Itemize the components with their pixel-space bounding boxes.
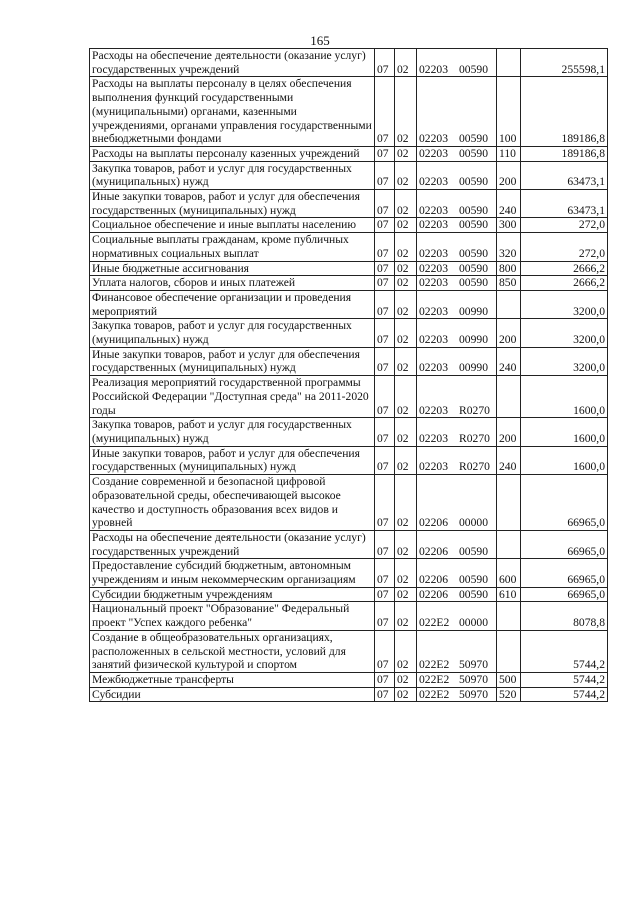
row-expense-type <box>497 602 521 630</box>
row-target-article <box>417 630 497 672</box>
row-amount: 272,0 <box>521 218 608 233</box>
row-section-code: 07 <box>375 276 395 291</box>
row-amount: 272,0 <box>521 233 608 261</box>
table-row <box>90 290 608 318</box>
row-amount: 66965,0 <box>521 475 608 531</box>
row-expense-type <box>497 475 521 531</box>
row-expense-type: 240 <box>497 446 521 474</box>
row-subsection-code: 02 <box>395 218 417 233</box>
row-name: Расходы на выплаты персоналу казенных учреждений <box>90 146 375 161</box>
row-target-article <box>417 587 497 602</box>
row-name: Иные закупки товаров, работ и услуг для обеспечения государственных (муниципальных) нужд <box>90 347 375 375</box>
row-name: Субсидии бюджетным учреждениям <box>90 587 375 602</box>
row-name: Закупка товаров, работ и услуг для государственных (муниципальных) нужд <box>90 319 375 347</box>
row-target-article <box>417 190 497 218</box>
row-name: Создание в общеобразовательных организациях, расположенных в сельской местности, условий для занятий физической культурой и спортом <box>90 630 375 672</box>
target-article-direction: 00590 <box>459 544 488 558</box>
row-expense-type <box>497 376 521 418</box>
row-expense-type: 800 <box>497 261 521 276</box>
target-article-program: 02203 <box>419 304 448 318</box>
budget-table-body <box>90 49 608 702</box>
row-expense-type: 240 <box>497 190 521 218</box>
row-name: Иные бюджетные ассигнования <box>90 261 375 276</box>
row-section-code: 07 <box>375 347 395 375</box>
target-article-program: 02206 <box>419 544 448 558</box>
row-amount: 5744,2 <box>521 630 608 672</box>
row-target-article <box>417 276 497 291</box>
target-article-direction: 00000 <box>459 616 488 630</box>
row-name: Социальные выплаты гражданам, кроме публичных нормативных социальных выплат <box>90 233 375 261</box>
row-section-code: 07 <box>375 475 395 531</box>
row-target-article <box>417 602 497 630</box>
row-subsection-code: 02 <box>395 49 417 77</box>
row-expense-type: 520 <box>497 687 521 702</box>
target-article-program: 02203 <box>419 218 448 232</box>
row-subsection-code: 02 <box>395 290 417 318</box>
row-subsection-code: 02 <box>395 630 417 672</box>
row-expense-type: 100 <box>497 77 521 147</box>
row-target-article <box>417 672 497 687</box>
row-amount: 63473,1 <box>521 161 608 189</box>
row-section-code: 07 <box>375 190 395 218</box>
row-target-article <box>417 376 497 418</box>
row-section-code: 07 <box>375 77 395 147</box>
target-article-direction: R0270 <box>459 403 490 417</box>
row-section-code: 07 <box>375 602 395 630</box>
target-article-program: 02203 <box>419 146 448 160</box>
row-expense-type <box>497 290 521 318</box>
row-amount: 3200,0 <box>521 319 608 347</box>
target-article-program: 02206 <box>419 573 448 587</box>
row-subsection-code: 02 <box>395 418 417 446</box>
row-amount: 2666,2 <box>521 261 608 276</box>
row-name: Закупка товаров, работ и услуг для государственных (муниципальных) нужд <box>90 161 375 189</box>
row-expense-type <box>497 630 521 672</box>
row-name: Иные закупки товаров, работ и услуг для обеспечения государственных (муниципальных) нужд <box>90 190 375 218</box>
row-subsection-code: 02 <box>395 77 417 147</box>
target-article-direction: 00590 <box>459 246 488 260</box>
row-amount: 66965,0 <box>521 587 608 602</box>
budget-table <box>89 48 608 702</box>
target-article-direction: 00590 <box>459 276 488 290</box>
table-row <box>90 77 608 147</box>
table-row <box>90 276 608 291</box>
row-amount: 8078,8 <box>521 602 608 630</box>
row-amount: 63473,1 <box>521 190 608 218</box>
target-article-direction: 00590 <box>459 62 488 76</box>
row-name: Предоставление субсидий бюджетным, автономным учреждениям и иным некоммерческим организациям <box>90 559 375 587</box>
row-section-code: 07 <box>375 161 395 189</box>
table-row <box>90 587 608 602</box>
target-article-direction: R0270 <box>459 460 490 474</box>
table-row <box>90 376 608 418</box>
row-target-article <box>417 687 497 702</box>
row-section-code: 07 <box>375 446 395 474</box>
table-row <box>90 347 608 375</box>
target-article-program: 022Е2 <box>419 672 450 686</box>
row-subsection-code: 02 <box>395 146 417 161</box>
row-subsection-code: 02 <box>395 530 417 558</box>
target-article-program: 02203 <box>419 276 448 290</box>
row-target-article <box>417 146 497 161</box>
row-subsection-code: 02 <box>395 276 417 291</box>
row-amount: 189186,8 <box>521 77 608 147</box>
row-expense-type: 610 <box>497 587 521 602</box>
row-amount: 5744,2 <box>521 672 608 687</box>
row-subsection-code: 02 <box>395 233 417 261</box>
row-subsection-code: 02 <box>395 475 417 531</box>
row-target-article <box>417 530 497 558</box>
table-row <box>90 530 608 558</box>
row-expense-type <box>497 49 521 77</box>
row-section-code: 07 <box>375 290 395 318</box>
table-row <box>90 261 608 276</box>
row-section-code: 07 <box>375 687 395 702</box>
target-article-direction: 00590 <box>459 175 488 189</box>
target-article-direction: 00590 <box>459 203 488 217</box>
row-target-article <box>417 218 497 233</box>
row-target-article <box>417 290 497 318</box>
table-row <box>90 418 608 446</box>
row-target-article <box>417 233 497 261</box>
target-article-direction: 00590 <box>459 261 488 275</box>
row-expense-type: 500 <box>497 672 521 687</box>
row-expense-type: 200 <box>497 319 521 347</box>
target-article-direction: 00590 <box>459 218 488 232</box>
row-subsection-code: 02 <box>395 559 417 587</box>
table-row <box>90 233 608 261</box>
table-row <box>90 161 608 189</box>
row-subsection-code: 02 <box>395 347 417 375</box>
target-article-direction: R0270 <box>459 431 490 445</box>
row-name: Расходы на выплаты персоналу в целях обеспечения выполнения функций государственными (муниципальными) органами, казенными учреждениями, органами управления государственными внебюджетными фондами <box>90 77 375 147</box>
row-amount: 3200,0 <box>521 347 608 375</box>
row-section-code: 07 <box>375 672 395 687</box>
row-expense-type: 600 <box>497 559 521 587</box>
row-target-article <box>417 475 497 531</box>
target-article-program: 022Е2 <box>419 616 450 630</box>
row-target-article <box>417 77 497 147</box>
row-amount: 66965,0 <box>521 530 608 558</box>
row-section-code: 07 <box>375 587 395 602</box>
target-article-direction: 00590 <box>459 573 488 587</box>
row-name: Закупка товаров, работ и услуг для государственных (муниципальных) нужд <box>90 418 375 446</box>
row-amount: 5744,2 <box>521 687 608 702</box>
table-row <box>90 319 608 347</box>
row-subsection-code: 02 <box>395 190 417 218</box>
row-name: Социальное обеспечение и иные выплаты населению <box>90 218 375 233</box>
row-target-article <box>417 319 497 347</box>
row-name: Межбюджетные трансферты <box>90 672 375 687</box>
target-article-direction: 00590 <box>459 146 488 160</box>
table-row <box>90 446 608 474</box>
row-section-code: 07 <box>375 49 395 77</box>
row-amount: 66965,0 <box>521 559 608 587</box>
table-row <box>90 687 608 702</box>
row-expense-type: 200 <box>497 418 521 446</box>
target-article-program: 02203 <box>419 175 448 189</box>
row-subsection-code: 02 <box>395 602 417 630</box>
table-row <box>90 475 608 531</box>
target-article-direction: 00990 <box>459 304 488 318</box>
target-article-program: 02203 <box>419 403 448 417</box>
target-article-program: 02203 <box>419 361 448 375</box>
row-expense-type: 320 <box>497 233 521 261</box>
row-section-code: 07 <box>375 146 395 161</box>
target-article-direction: 00990 <box>459 361 488 375</box>
table-row <box>90 190 608 218</box>
table-row <box>90 49 608 77</box>
row-target-article <box>417 161 497 189</box>
target-article-program: 02203 <box>419 62 448 76</box>
row-name: Уплата налогов, сборов и иных платежей <box>90 276 375 291</box>
row-section-code: 07 <box>375 559 395 587</box>
target-article-direction: 00000 <box>459 516 488 530</box>
target-article-program: 02203 <box>419 261 448 275</box>
row-subsection-code: 02 <box>395 376 417 418</box>
row-expense-type: 300 <box>497 218 521 233</box>
target-article-program: 022Е2 <box>419 658 450 672</box>
table-row <box>90 630 608 672</box>
table-row <box>90 602 608 630</box>
row-expense-type: 110 <box>497 146 521 161</box>
table-row <box>90 146 608 161</box>
row-name: Создание современной и безопасной цифровой образовательной среды, обеспечивающей высокое качество и доступность образования всех видов и уровней <box>90 475 375 531</box>
row-target-article <box>417 418 497 446</box>
page-number: 165 <box>310 33 330 48</box>
row-name: Финансовое обеспечение организации и проведения мероприятий <box>90 290 375 318</box>
row-name: Реализация мероприятий государственной программы Российской Федерации "Доступная среда" на 2011-2020 годы <box>90 376 375 418</box>
row-target-article <box>417 559 497 587</box>
row-subsection-code: 02 <box>395 687 417 702</box>
row-expense-type: 240 <box>497 347 521 375</box>
row-section-code: 07 <box>375 418 395 446</box>
row-section-code: 07 <box>375 530 395 558</box>
target-article-program: 02203 <box>419 246 448 260</box>
target-article-direction: 00590 <box>459 587 488 601</box>
row-subsection-code: 02 <box>395 587 417 602</box>
row-section-code: 07 <box>375 376 395 418</box>
target-article-program: 02203 <box>419 132 448 146</box>
row-amount: 189186,8 <box>521 146 608 161</box>
target-article-direction: 50970 <box>459 687 488 701</box>
target-article-program: 02206 <box>419 516 448 530</box>
target-article-program: 022Е2 <box>419 687 450 701</box>
target-article-program: 02203 <box>419 431 448 445</box>
row-amount: 1600,0 <box>521 418 608 446</box>
row-amount: 255598,1 <box>521 49 608 77</box>
row-subsection-code: 02 <box>395 161 417 189</box>
target-article-direction: 50970 <box>459 672 488 686</box>
row-section-code: 07 <box>375 319 395 347</box>
row-amount: 1600,0 <box>521 376 608 418</box>
target-article-program: 02206 <box>419 587 448 601</box>
row-target-article <box>417 49 497 77</box>
target-article-program: 02203 <box>419 333 448 347</box>
row-expense-type: 850 <box>497 276 521 291</box>
target-article-direction: 50970 <box>459 658 488 672</box>
row-name: Национальный проект "Образование" Федеральный проект "Успех каждого ребенка" <box>90 602 375 630</box>
row-target-article <box>417 446 497 474</box>
table-row <box>90 218 608 233</box>
target-article-program: 02203 <box>419 460 448 474</box>
row-subsection-code: 02 <box>395 319 417 347</box>
target-article-direction: 00990 <box>459 333 488 347</box>
row-expense-type <box>497 530 521 558</box>
row-amount: 2666,2 <box>521 276 608 291</box>
row-amount: 3200,0 <box>521 290 608 318</box>
row-subsection-code: 02 <box>395 672 417 687</box>
target-article-program: 02203 <box>419 203 448 217</box>
row-target-article <box>417 347 497 375</box>
row-name: Расходы на обеспечение деятельности (оказание услуг) государственных учреждений <box>90 49 375 77</box>
row-name: Иные закупки товаров, работ и услуг для обеспечения государственных (муниципальных) нужд <box>90 446 375 474</box>
row-subsection-code: 02 <box>395 261 417 276</box>
table-row <box>90 559 608 587</box>
table-row <box>90 672 608 687</box>
row-name: Субсидии <box>90 687 375 702</box>
row-section-code: 07 <box>375 261 395 276</box>
row-amount: 1600,0 <box>521 446 608 474</box>
target-article-direction: 00590 <box>459 132 488 146</box>
row-name: Расходы на обеспечение деятельности (оказание услуг) государственных учреждений <box>90 530 375 558</box>
row-target-article <box>417 261 497 276</box>
row-section-code: 07 <box>375 218 395 233</box>
row-expense-type: 200 <box>497 161 521 189</box>
row-section-code: 07 <box>375 233 395 261</box>
row-section-code: 07 <box>375 630 395 672</box>
row-subsection-code: 02 <box>395 446 417 474</box>
